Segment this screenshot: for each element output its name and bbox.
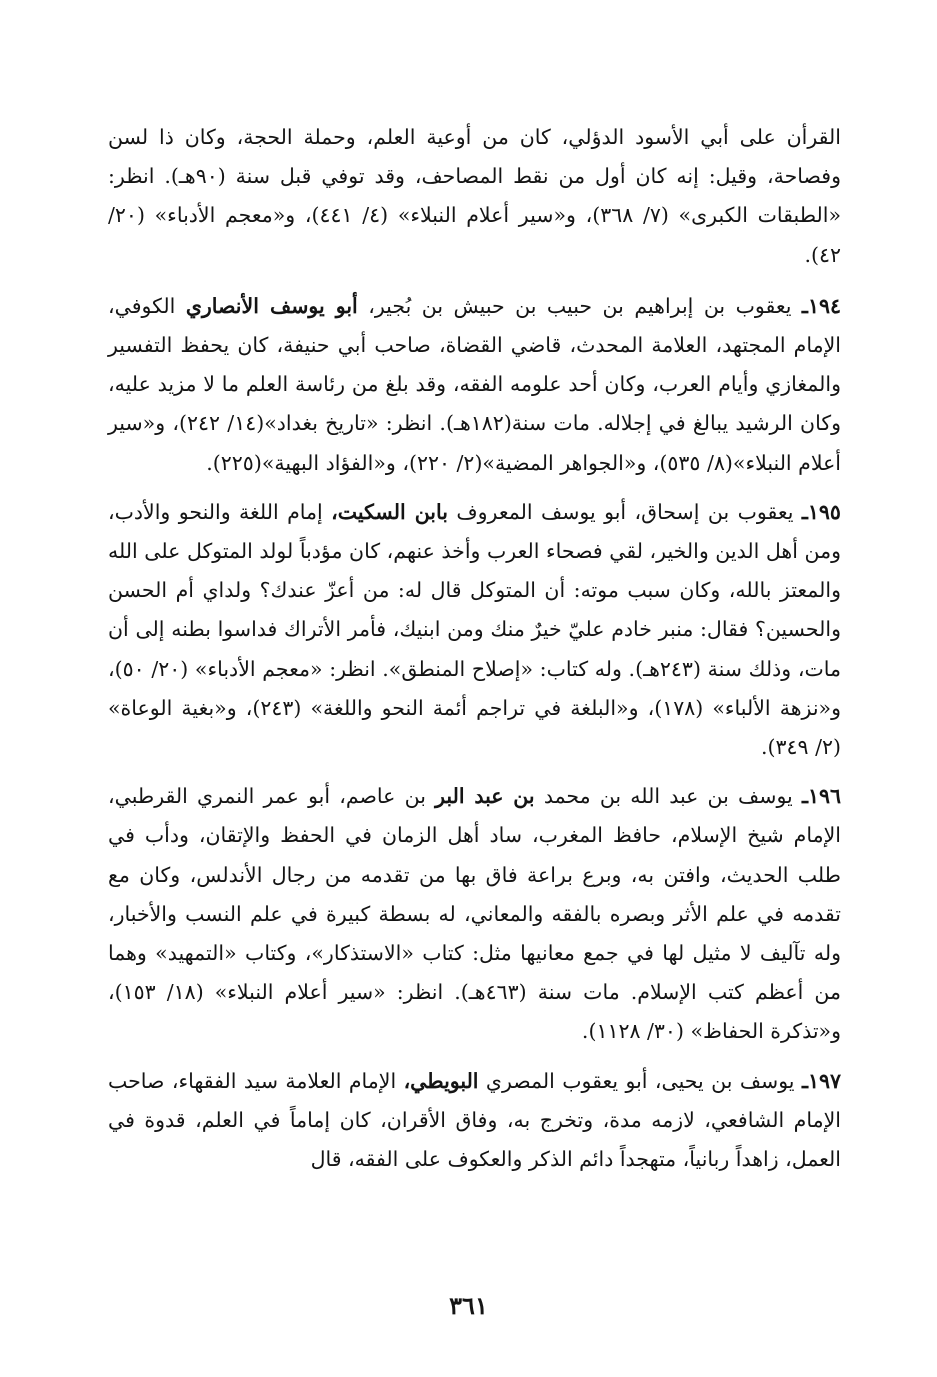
entry-lead: يعقوب بن إبراهيم بن حبيب بن حبيش بن بُجير، bbox=[368, 293, 792, 318]
entry-number: ١٩٧ـ bbox=[801, 1068, 841, 1093]
entry-196 bbox=[108, 777, 841, 1051]
entry-number: ١٩٤ـ bbox=[801, 293, 841, 318]
entry-lead: يوسف بن يحيى، أبو يعقوب المصري bbox=[485, 1068, 795, 1093]
entry-text: الكوفي، الإمام المجتهد، العلامة المحدث، قاضي القضاة، صاحب أبي حنيفة، كان يحفظ التفسير والمغازي وأيام العرب، وكان أحد علومه الفقه، وقد بلغ من رئاسة العلم ما لا مزيد عليه، وكان الرشيد يبالغ في إجلاله. مات سنة(١٨٢هـ). انظر: «تاريخ بغداد»(١٤/ ٢٤٢)، و«سير أعلام النبلاء»(٨/ ٥٣٥)، و«الجواهر المضية»(٢/ ٢٢٠)، و«الفؤاد البهية»(٢٢٥). bbox=[108, 293, 841, 475]
entry-197 bbox=[108, 1062, 841, 1180]
entry-lead: يعقوب بن إسحاق، أبو يوسف المعروف bbox=[456, 499, 794, 524]
entry-text: الإمام العلامة سيد الفقهاء، صاحب الإمام الشافعي، لازمه مدة، وتخرج به، وفاق الأقران، كان إماماً في العلم، قدوة في العمل، زاهداً ربانياً، متهجداً دائم الذكر والعكوف على الفقه، قال bbox=[108, 1068, 841, 1172]
entry-number: ١٩٥ـ bbox=[801, 499, 841, 524]
body-text bbox=[108, 118, 841, 1189]
entry-headword: البويطي، bbox=[403, 1068, 479, 1093]
entry-195 bbox=[108, 493, 841, 767]
entry-headword: بن عبد البر bbox=[435, 784, 535, 809]
page-number: ٣٦١ bbox=[449, 1291, 488, 1320]
entry-lead: يوسف بن عبد الله بن محمد bbox=[543, 784, 793, 809]
entry-194 bbox=[108, 287, 841, 483]
entry-text: بن عاصم، أبو عمر النمري القرطبي، الإمام شيخ الإسلام، حافظ المغرب، ساد أهل الزمان في الحفظ والإتقان، ودأب في طلب الحديث، وافتن به، وبرع براعة فاق بها من تقدمه من رجال الأندلس، وكان مع تقدمه في علم الأثر وبصره بالفقه والمعاني، له بسطة كبيرة في علم النسب والأخبار، وله تآليف لا مثيل لها في جمع معانيها مثل: كتاب «الاستذكار»، وكتاب «التمهيد» وهما من أعظم كتب الإسلام. مات سنة (٤٦٣هـ). انظر: «سير أعلام النبلاء» (١٨/ ١٥٣)، و«تذكرة الحفاظ» (٣٠/ ١١٢٨). bbox=[108, 784, 842, 1044]
entry-text: القرأن على أبي الأسود الدؤلي، كان من أوعية العلم، وحملة الحجة، وكان ذا لسن وفصاحة، وقيل: إنه كان أول من نقط المصاحف، وقد توفي قبل سنة (٩٠هـ). انظر: «الطبقات الكبرى» (٧/ ٣٦٨)، و«سير أعلام النبلاء» (٤/ ٤٤١)، و«معجم الأدباء» (٢٠/ ٤٢). bbox=[108, 125, 841, 267]
entry-continuation bbox=[108, 118, 841, 275]
entry-number: ١٩٦ـ bbox=[801, 784, 841, 809]
entry-headword: أبو يوسف الأنصاري bbox=[185, 293, 358, 318]
entry-text: إمام اللغة والنحو والأدب، ومن أهل الدين والخير، لقي فصحاء العرب وأخذ عنهم، كان مؤدباً لولد المتوكل على الله والمعتز بالله، وكان سبب موته: أن المتوكل قال له: من أعزّ عندك؟ ولداي أم الحسن والحسين؟ فقال: منبر خادم عليّ خيرٌ منك ومن ابنيك، فأمر الأتراك فداسوا بطنه إلى أن مات، وذلك سنة (٢٤٣هـ). وله كتاب: «إصلاح المنطق». انظر: «معجم الأدباء» (٢٠/ ٥٠)، و«نزهة الألباء» (١٧٨)، و«البلغة في تراجم أئمة النحو واللغة» (٢٤٣)، و«بغية الوعاة» (٢/ ٣٤٩). bbox=[108, 499, 841, 760]
entry-headword: بابن السكيت، bbox=[331, 499, 448, 524]
